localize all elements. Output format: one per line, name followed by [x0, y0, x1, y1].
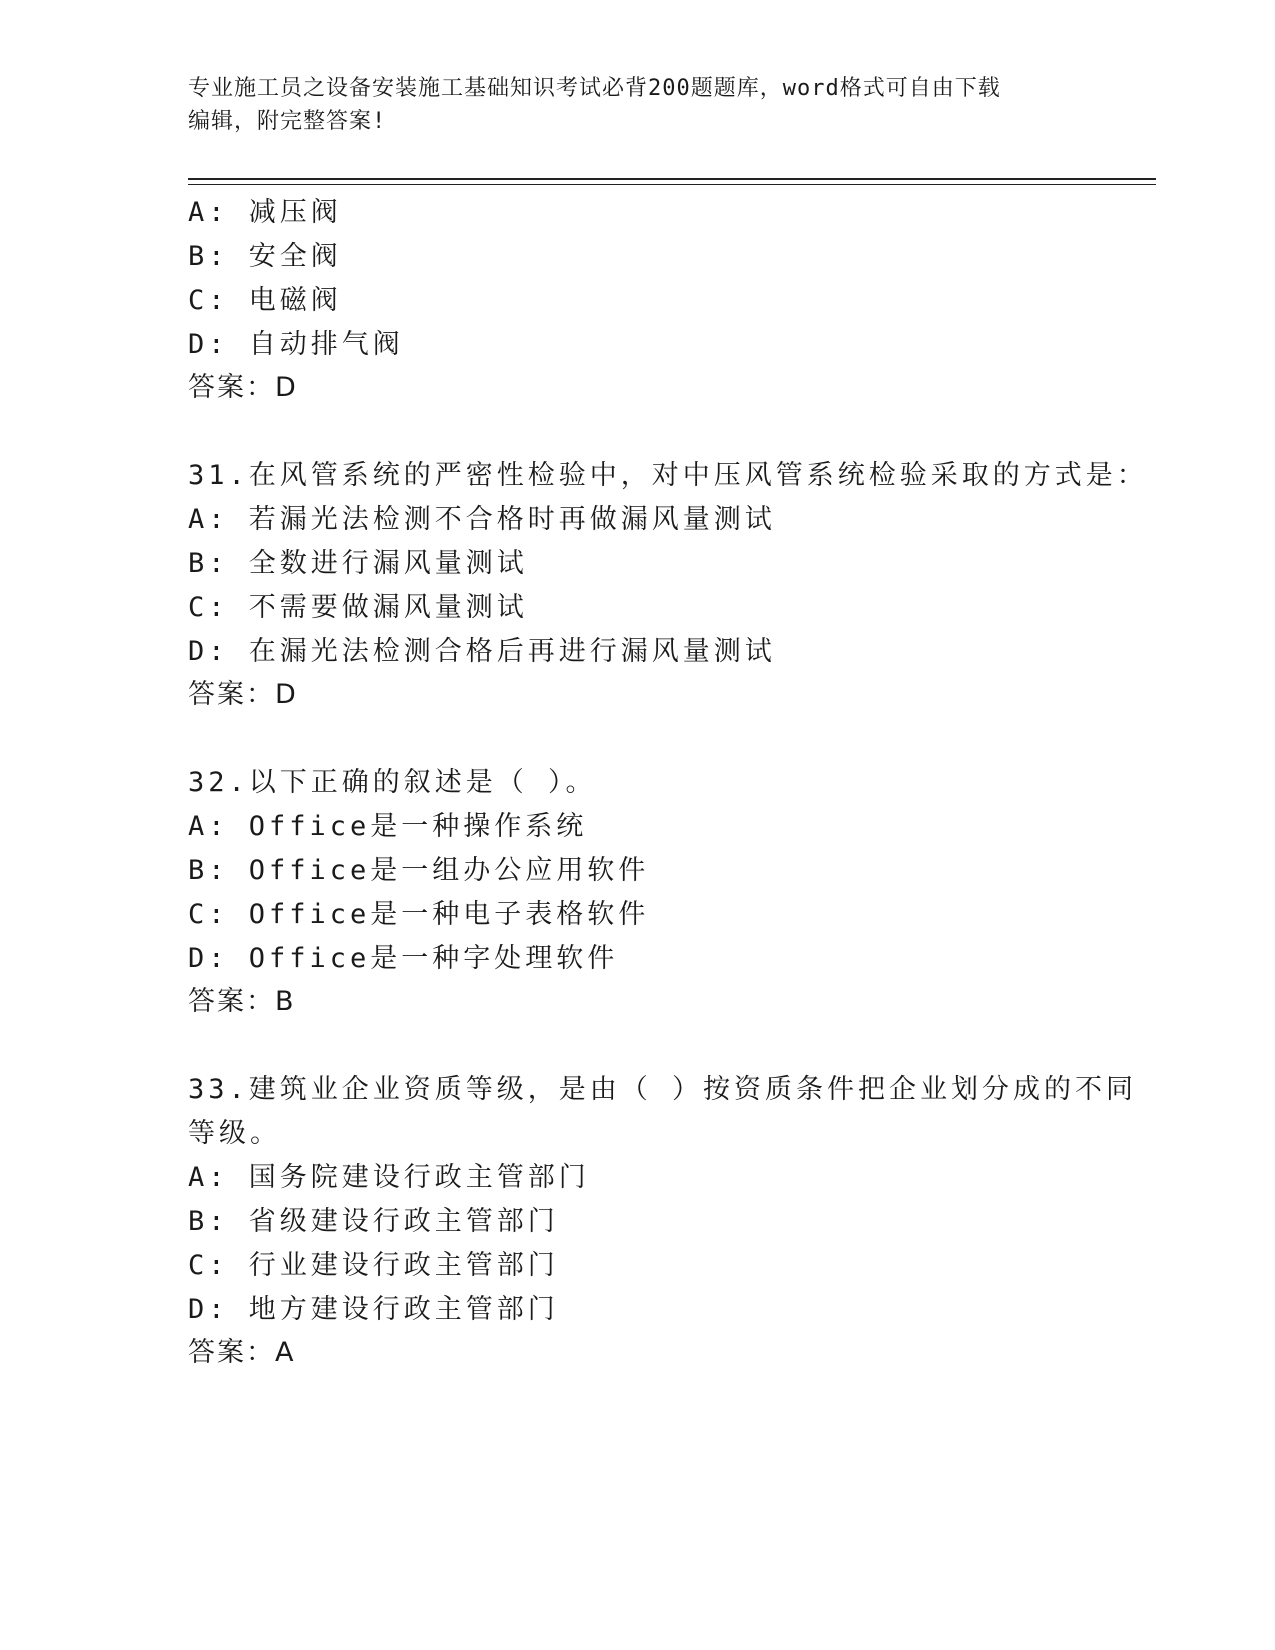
- question-31: 31.在风管系统的严密性检验中，对中压风管系统检验采取的方式是：: [188, 460, 1148, 491]
- question-33-continued: 等级。: [188, 1118, 281, 1149]
- option-a: A: 国务院建设行政主管部门: [188, 1162, 590, 1193]
- header-divider-thin: [188, 184, 1156, 185]
- option-b: B: 省级建设行政主管部门: [188, 1206, 559, 1237]
- option-d: D: 地方建设行政主管部门: [188, 1294, 559, 1325]
- option-c: C: Office是一种电子表格软件: [188, 899, 650, 930]
- answer: 答案：A: [188, 1337, 296, 1368]
- header-line-2: 编辑，附完整答案!: [188, 109, 387, 134]
- header-divider-thick: [188, 178, 1156, 180]
- option-a: A: 减压阀: [188, 197, 342, 228]
- question-33: 33.建筑业企业资质等级，是由（ ）按资质条件把企业划分成的不同: [188, 1074, 1138, 1105]
- option-d: D: Office是一种字处理软件: [188, 943, 619, 974]
- answer: 答案：D: [188, 679, 298, 710]
- option-a: A: 若漏光法检测不合格时再做漏风量测试: [188, 504, 776, 535]
- option-d: D: 在漏光法检测合格后再进行漏风量测试: [188, 636, 776, 667]
- option-d: D: 自动排气阀: [188, 329, 404, 360]
- option-a: A: Office是一种操作系统: [188, 811, 588, 842]
- question-32: 32.以下正确的叙述是（ ）。: [188, 767, 597, 798]
- option-c: C: 行业建设行政主管部门: [188, 1250, 559, 1281]
- document-header: [188, 72, 1088, 138]
- option-b: B: 安全阀: [188, 241, 342, 272]
- answer: 答案：B: [188, 986, 296, 1017]
- option-b: B: 全数进行漏风量测试: [188, 548, 528, 579]
- answer: 答案：D: [188, 372, 298, 403]
- option-b: B: Office是一组办公应用软件: [188, 855, 650, 886]
- header-line-1: 专业施工员之设备安装施工基础知识考试必背200题题库，word格式可自由下载: [188, 76, 1001, 101]
- option-c: C: 不需要做漏风量测试: [188, 592, 528, 623]
- option-c: C: 电磁阀: [188, 285, 342, 316]
